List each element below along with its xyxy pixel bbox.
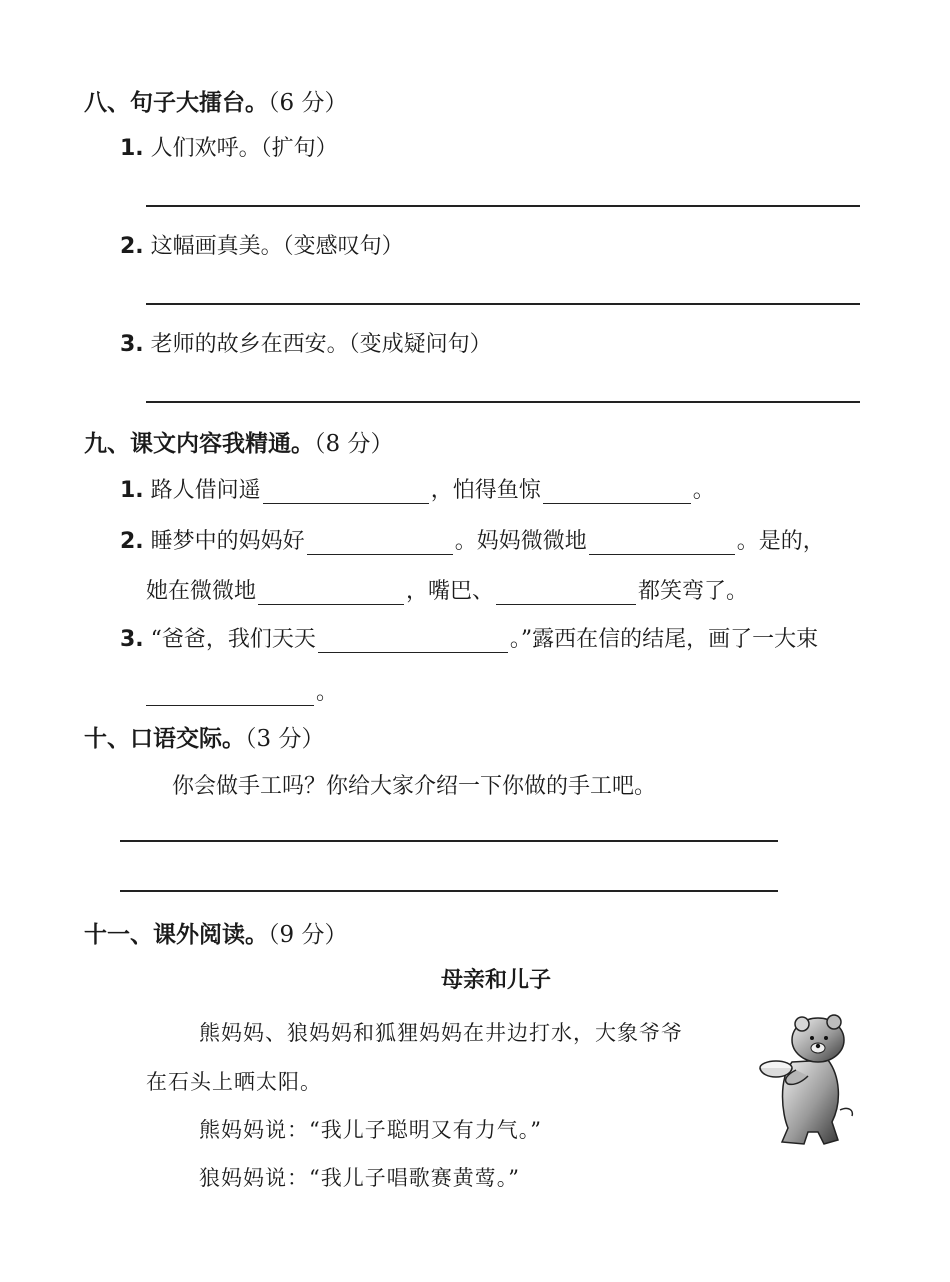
section-8-heading xyxy=(84,84,347,117)
fill-blank[interactable] xyxy=(496,582,636,605)
question-text: 。 xyxy=(692,478,715,503)
story-title: 母亲和儿子 xyxy=(441,968,552,993)
question-text: ，怕得鱼惊 xyxy=(430,478,541,503)
question-text: 人们欢呼。（扩句） xyxy=(150,136,338,161)
story-paragraph-1-continued: 在石头上晒太阳。 xyxy=(146,1070,322,1094)
question-text: 老师的故乡在西安。（变成疑问句） xyxy=(150,332,492,357)
section-10-title: 十、口语交际。 xyxy=(84,726,245,752)
question-text: 她在微微地 xyxy=(146,579,257,604)
question-text: ，嘴巴、 xyxy=(406,579,495,604)
answer-line[interactable] xyxy=(146,205,860,207)
section-11-title: 十一、课外阅读。 xyxy=(84,922,268,948)
question-number: 3. xyxy=(120,332,144,357)
section-8-title: 八、句子大擂台。 xyxy=(84,90,268,116)
answer-line[interactable] xyxy=(120,840,778,842)
question-text: 睡梦中的妈妈好 xyxy=(150,529,305,554)
question-text: 这幅画真美。（变感叹句） xyxy=(150,234,404,259)
question-text: “爸爸，我们天天 xyxy=(150,627,316,652)
question-9-3 xyxy=(120,622,818,653)
question-text: 。 xyxy=(316,680,339,705)
section-11-points: （9 分） xyxy=(268,922,348,948)
answer-line[interactable] xyxy=(146,401,860,403)
question-text: 都笑弯了。 xyxy=(638,579,749,604)
section-10-heading xyxy=(84,720,324,753)
question-9-2 xyxy=(120,524,825,555)
story-paragraph-3: 狼妈妈说：“我儿子唱歌赛黄莺。” xyxy=(199,1166,520,1190)
question-number: 2. xyxy=(120,234,144,259)
fill-blank[interactable] xyxy=(146,683,314,706)
fill-blank[interactable] xyxy=(543,481,691,504)
question-number: 3. xyxy=(120,627,144,652)
fill-blank[interactable] xyxy=(263,481,429,504)
question-number: 2. xyxy=(120,529,144,554)
fill-blank[interactable] xyxy=(307,532,453,555)
story-paragraph-2: 熊妈妈说：“我儿子聪明又有力气。” xyxy=(199,1118,542,1142)
question-8-3 xyxy=(120,327,492,358)
question-8-2 xyxy=(120,229,404,260)
question-text: 。妈妈微微地 xyxy=(454,529,587,554)
oral-prompt: 你会做手工吗？你给大家介绍一下你做的手工吧。 xyxy=(172,774,657,799)
section-11-heading xyxy=(84,916,347,949)
fill-blank[interactable] xyxy=(318,630,508,653)
question-text: 。”露西在信的结尾，画了一大束 xyxy=(509,627,819,652)
question-9-2-continued xyxy=(146,574,748,605)
bear-illustration xyxy=(752,1010,862,1150)
fill-blank[interactable] xyxy=(258,582,404,605)
section-9-points: （8 分） xyxy=(314,431,394,457)
section-9-title: 九、课文内容我精通。 xyxy=(84,431,314,457)
answer-line[interactable] xyxy=(120,890,778,892)
section-8-points: （6 分） xyxy=(268,90,348,116)
question-9-3-continued xyxy=(146,675,338,706)
question-number: 1. xyxy=(120,136,144,161)
section-9-heading xyxy=(84,425,393,458)
answer-line[interactable] xyxy=(146,303,860,305)
story-paragraph-1: 熊妈妈、狼妈妈和狐狸妈妈在井边打水，大象爷爷 xyxy=(199,1021,683,1045)
question-text: 。是的， xyxy=(736,529,825,554)
section-10-points: （3 分） xyxy=(245,726,325,752)
fill-blank[interactable] xyxy=(589,532,735,555)
question-9-1 xyxy=(120,473,715,504)
question-text: 路人借问遥 xyxy=(150,478,261,503)
question-8-1 xyxy=(120,131,338,162)
question-number: 1. xyxy=(120,478,144,503)
